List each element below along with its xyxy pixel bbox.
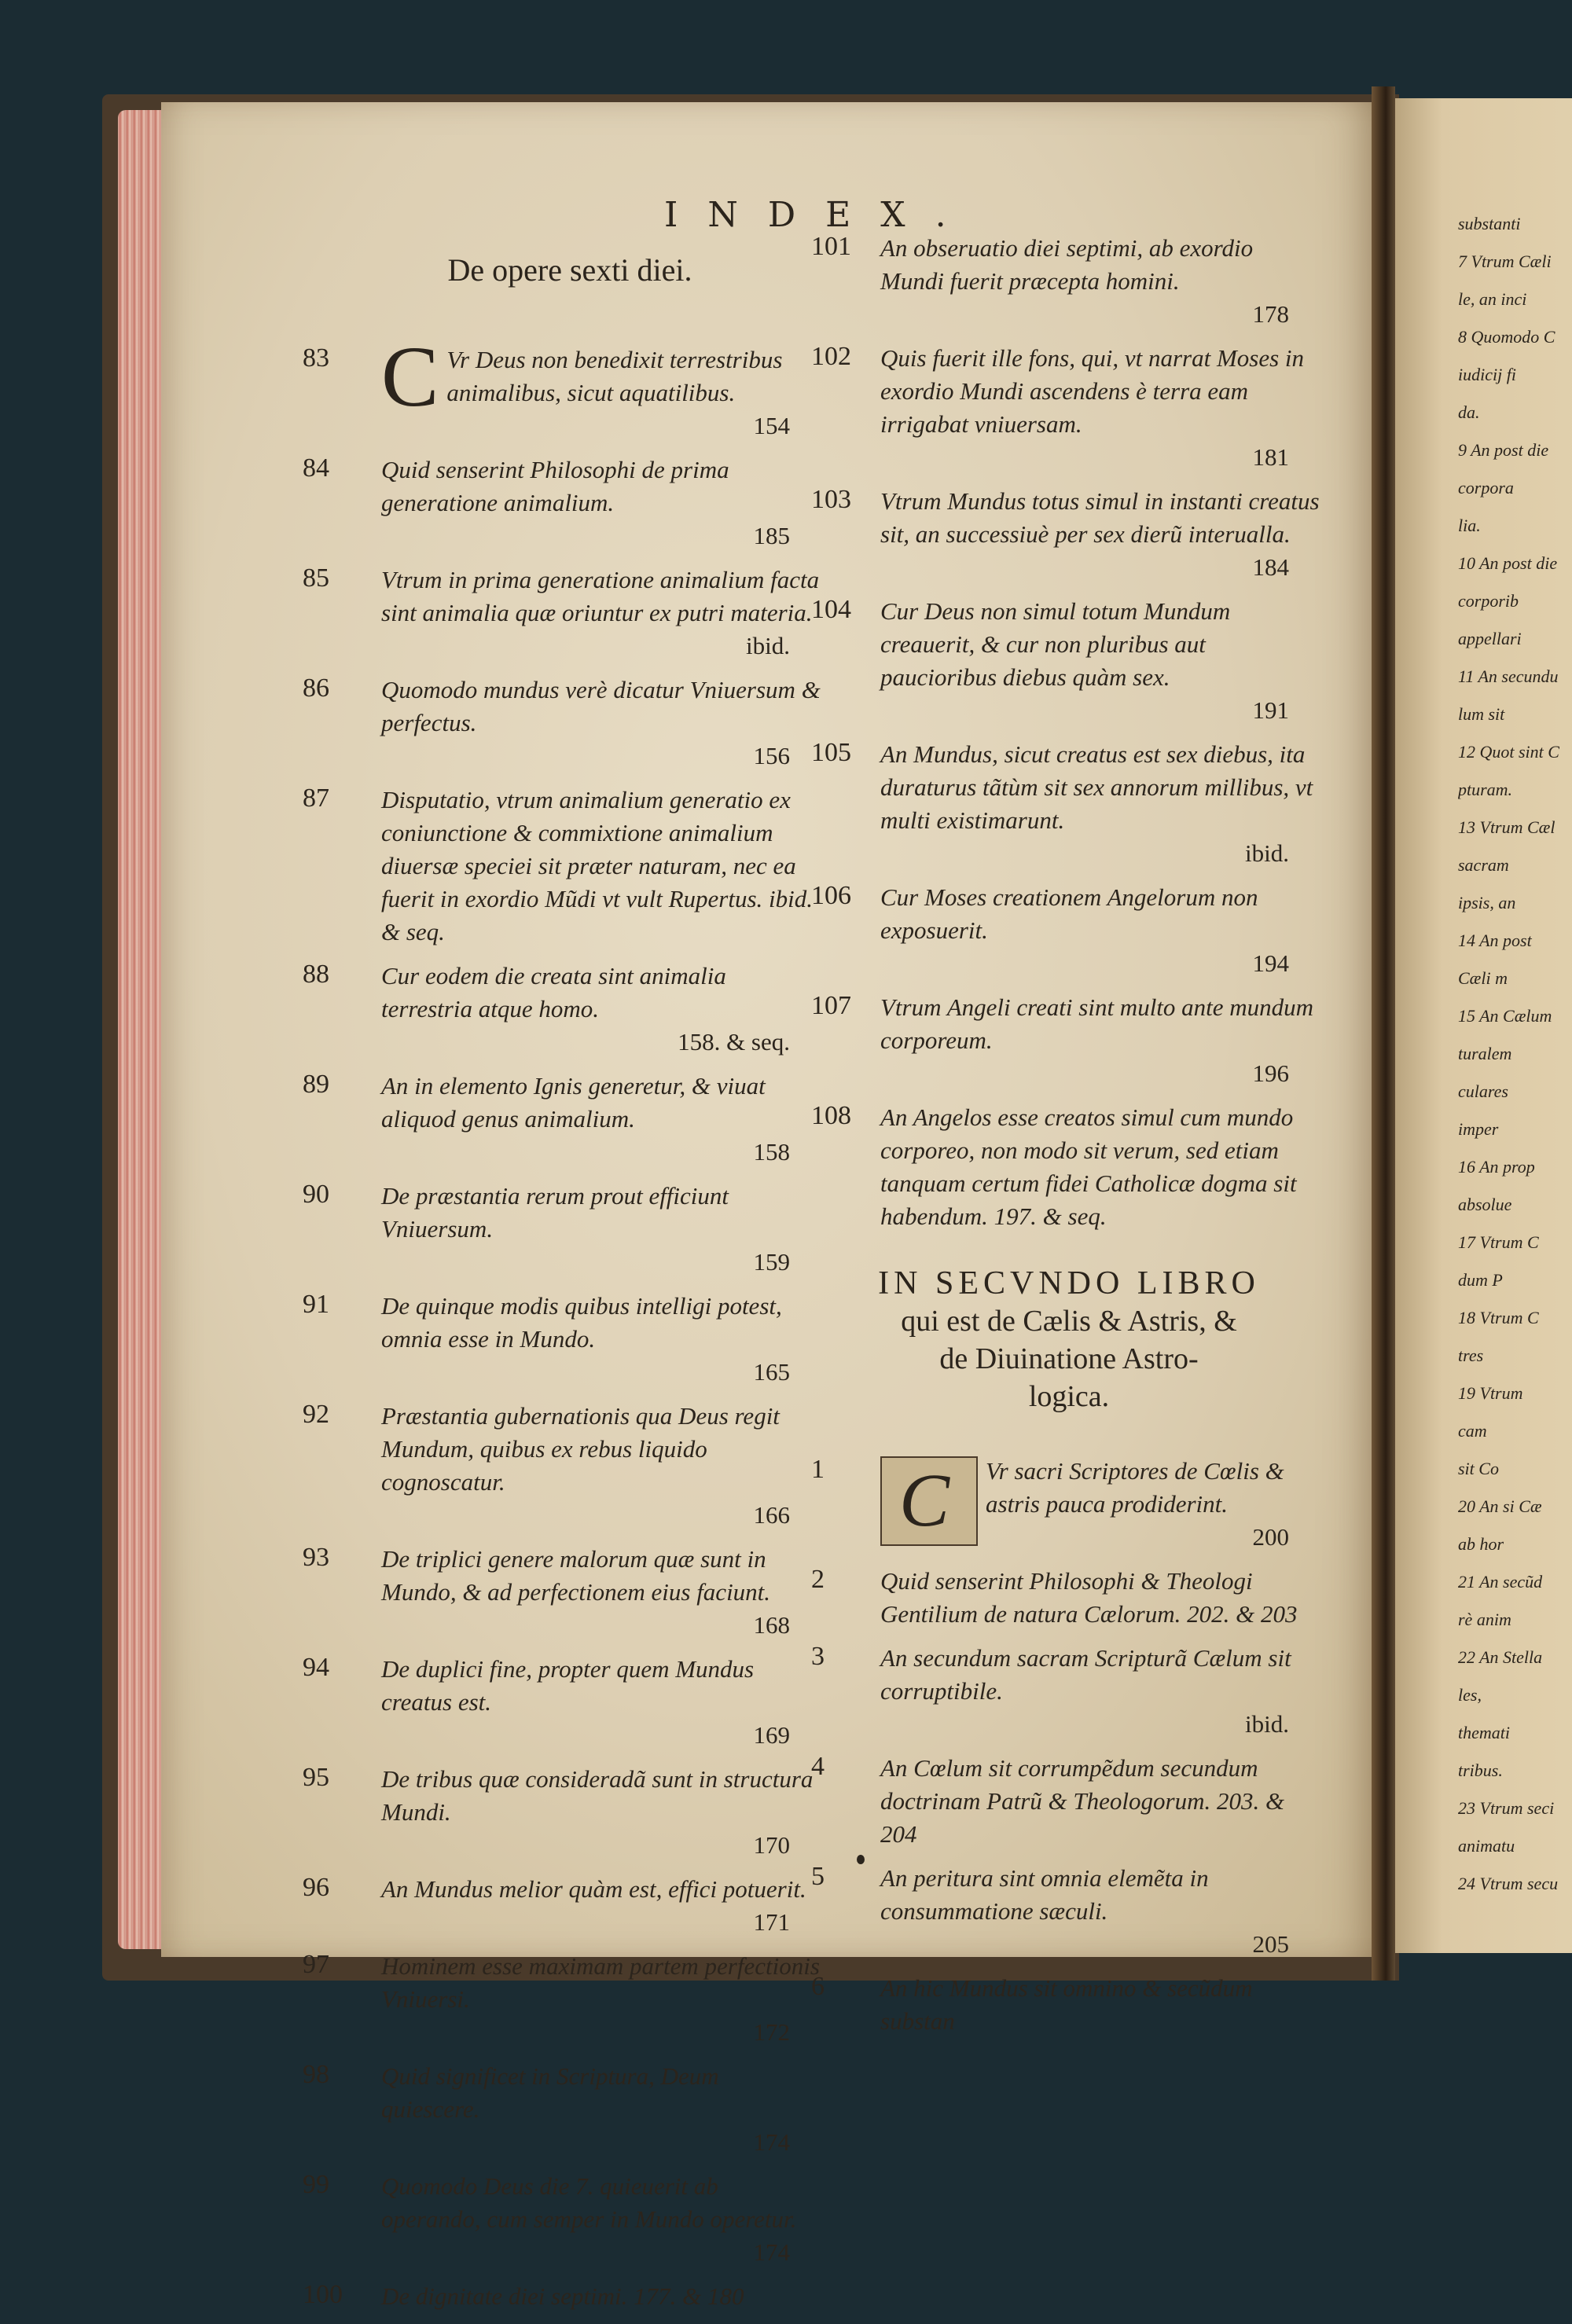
entry-number: 108 xyxy=(811,1101,851,1130)
margin-fragment: 9 An post die xyxy=(1458,440,1549,460)
entry-text: De duplici fine, propter quem Mundus creatus est. xyxy=(381,1655,755,1716)
margin-fragment: imper xyxy=(1458,1119,1499,1139)
entry-number: 88 xyxy=(303,960,329,989)
index-entry xyxy=(303,1873,821,1939)
entry-page: 194 xyxy=(1252,949,1289,977)
margin-fragment: 7 Vtrum Cæli xyxy=(1458,251,1552,271)
entry-number: 83 xyxy=(303,343,329,373)
entry-text-block xyxy=(318,674,821,773)
index-entry xyxy=(811,1642,1320,1741)
margin-fragment: turalem xyxy=(1458,1044,1512,1063)
entry-text: Vr Deus non benedixit terrestribus animalibus, sicut aquatilibus. xyxy=(446,346,783,406)
margin-fragment: 22 An Stella xyxy=(1458,1647,1543,1667)
entry-text: Cur Moses creationem Angelorum non exposuerit. xyxy=(880,883,1258,944)
entry-text-block xyxy=(817,595,1320,727)
index-entry xyxy=(303,1400,821,1532)
margin-fragment: le, an inci xyxy=(1458,289,1527,309)
entry-number: 95 xyxy=(303,1763,329,1792)
entry-number: 91 xyxy=(303,1290,329,1319)
entry-text-block xyxy=(817,1752,1320,1851)
entry-text-block xyxy=(817,1565,1320,1631)
index-entry xyxy=(303,1763,821,1862)
page-header: INDEX. xyxy=(664,195,976,235)
index-entry xyxy=(303,2280,821,2313)
entry-text-block xyxy=(318,1180,821,1279)
margin-fragment: iudicij fi xyxy=(1458,365,1516,384)
margin-fragment: 17 Vtrum C xyxy=(1458,1232,1539,1252)
entry-text: Quis fuerit ille fons, qui, vt narrat Moses in exordio Mundi ascendens è terra eam irrigabat vniuersam. xyxy=(880,344,1305,438)
entry-text: Quomodo mundus verè dicatur Vniuersum & perfectus. xyxy=(381,676,821,736)
entry-text-block xyxy=(318,453,821,553)
drop-cap: C xyxy=(381,329,439,424)
index-entry xyxy=(303,2060,821,2159)
entry-text-block xyxy=(318,1653,821,1752)
index-entry xyxy=(303,1543,821,1642)
margin-fragment: sacram xyxy=(1458,855,1509,875)
right-column xyxy=(811,232,1320,2049)
book-gutter xyxy=(1372,86,1395,1981)
entry-text-block xyxy=(318,1400,821,1532)
entry-page: 185 xyxy=(753,522,790,549)
entry-text: De quinque modis quibus intelligi potest, omnia esse in Mundo. xyxy=(381,1292,782,1353)
entry-text-block xyxy=(817,1862,1320,1961)
entry-number: 100 xyxy=(303,2280,343,2309)
index-entry xyxy=(811,991,1320,1090)
margin-fragment: 21 An secũd xyxy=(1458,1572,1543,1592)
margin-fragment: da. xyxy=(1458,402,1480,422)
entry-text-block xyxy=(817,342,1320,474)
margin-fragment: themati xyxy=(1458,1723,1510,1742)
book-two-heading xyxy=(817,1265,1320,1415)
margin-fragment: 8 Quomodo C xyxy=(1458,327,1555,347)
entry-page: 172 xyxy=(753,2018,790,2046)
entry-page: 169 xyxy=(753,1721,790,1749)
page-dot xyxy=(857,1855,865,1864)
margin-fragment: 11 An secundu xyxy=(1458,666,1559,686)
entry-text-block xyxy=(817,738,1320,870)
index-entry xyxy=(811,738,1320,870)
entry-page: ibid. xyxy=(746,632,790,659)
entry-text-block xyxy=(817,1642,1320,1741)
entry-text: An in elemento Ignis generetur, & viuat aliquod genus animalium. xyxy=(381,1072,766,1133)
index-entry xyxy=(811,1862,1320,1961)
entry-number: 103 xyxy=(811,485,851,514)
margin-fragment: rè anim xyxy=(1458,1610,1511,1629)
book-two-entry-list xyxy=(811,1455,1320,2038)
margin-fragment: 19 Vtrum xyxy=(1458,1383,1523,1403)
entry-text: An obseruatio diei septimi, ab exordio Mundi fuerit præcepta homini. xyxy=(880,234,1254,295)
index-entry xyxy=(811,1101,1320,1233)
entry-page: 205 xyxy=(1252,1930,1289,1958)
entry-number: 101 xyxy=(811,232,851,261)
margin-fragment: lum sit xyxy=(1458,704,1505,724)
entry-text: Cur Deus non simul totum Mundum creauerit, & cur non pluribus aut paucioribus diebus quàm sex. xyxy=(880,597,1231,691)
index-entry xyxy=(303,1290,821,1389)
index-entry xyxy=(811,1565,1320,1631)
entry-page: 174 xyxy=(753,2128,790,2156)
entry-number: 84 xyxy=(303,453,329,483)
book-heading-line-4: logica. xyxy=(1028,1380,1110,1413)
margin-fragment: ab hor xyxy=(1458,1534,1504,1554)
section-heading: De opere sexti diei. xyxy=(447,252,692,288)
entry-page: 158. & seq. xyxy=(678,1028,790,1056)
entry-text-block xyxy=(318,1290,821,1389)
left-entry-list xyxy=(303,329,821,2313)
margin-fragment: 20 An si Cæ xyxy=(1458,1496,1542,1516)
entry-text: Quid significet in Scriptura, Deum quiescere. xyxy=(381,2062,719,2123)
margin-fragment: 10 An post die xyxy=(1458,553,1558,573)
index-entry xyxy=(303,784,821,949)
margin-fragment: 14 An post xyxy=(1458,931,1532,950)
entry-text: De triplici genere malorum quæ sunt in Mundo, & ad perfectionem eius faciunt. xyxy=(381,1545,771,1606)
entry-page: 181 xyxy=(1252,443,1289,471)
entry-text-block xyxy=(318,564,821,663)
entry-text-block xyxy=(817,1972,1320,2038)
entry-text-block xyxy=(817,485,1320,584)
index-entry xyxy=(811,232,1320,331)
entry-text: Præstantia gubernationis qua Deus regit Mundum, quibus ex rebus liquido cognoscatur. xyxy=(381,1402,780,1496)
entry-text: Vr sacri Scriptores de Cœlis & astris pauca prodiderint. xyxy=(986,1457,1284,1518)
entry-number: 87 xyxy=(303,784,329,813)
margin-fragment: tribus. xyxy=(1458,1760,1503,1780)
index-entry xyxy=(303,674,821,773)
book-heading-line-2: qui est de Cælis & Astris, & xyxy=(901,1305,1237,1338)
margin-fragment: corporib xyxy=(1458,591,1519,611)
entry-page: 196 xyxy=(1252,1059,1289,1087)
margin-fragment: ipsis, an xyxy=(1458,893,1516,912)
margin-fragment: 16 An prop xyxy=(1458,1157,1535,1177)
entry-text: An secundum sacram Scripturã Cælum sit corruptibile. xyxy=(880,1644,1291,1705)
entry-text: An hic Mundus sit omnino & secũdum substan xyxy=(880,1974,1253,2035)
entry-number: 99 xyxy=(303,2170,329,2199)
entry-page: 154 xyxy=(753,412,790,439)
index-entry xyxy=(811,342,1320,474)
entry-page: 158 xyxy=(753,1138,790,1166)
entry-page: 171 xyxy=(753,1908,790,1936)
entry-page: 168 xyxy=(753,1611,790,1639)
entry-text-block xyxy=(817,1101,1320,1233)
entry-number: 104 xyxy=(811,595,851,624)
entry-text-block xyxy=(817,881,1320,980)
entry-number: 90 xyxy=(303,1180,329,1209)
entry-text: Vtrum Mundus totus simul in instanti creatus sit, an successiuè per sex dierũ interualla. xyxy=(880,487,1320,548)
entry-page: ibid. xyxy=(1245,839,1289,867)
margin-fragment: Cæli m xyxy=(1458,968,1508,988)
index-entry xyxy=(811,485,1320,584)
entry-text-block xyxy=(318,1873,821,1939)
entry-text-block xyxy=(318,784,821,949)
entry-number: 105 xyxy=(811,738,851,767)
entry-page: 191 xyxy=(1252,696,1289,724)
entry-text-block xyxy=(817,232,1320,331)
entry-number: 94 xyxy=(303,1653,329,1682)
next-page-margin-text xyxy=(1458,212,1572,1910)
entry-page: 200 xyxy=(1252,1523,1289,1551)
entry-text-block xyxy=(318,2170,821,2269)
margin-fragment: 13 Vtrum Cæl xyxy=(1458,817,1555,837)
index-entry xyxy=(811,1972,1320,2038)
entry-text-block xyxy=(318,1070,821,1169)
entry-number: 5 xyxy=(811,1862,825,1891)
index-entry xyxy=(303,1653,821,1752)
index-entry xyxy=(303,1070,821,1169)
margin-fragment: les, xyxy=(1458,1685,1482,1705)
right-entry-list xyxy=(811,232,1320,1233)
margin-fragment: culares xyxy=(1458,1081,1508,1101)
margin-fragment: corpora xyxy=(1458,478,1514,497)
margin-fragment: sit Co xyxy=(1458,1459,1499,1478)
entry-text: Cur eodem die creata sint animalia terrestria atque homo. xyxy=(381,962,726,1022)
entry-text: De dignitate diei septimi. 177. & 180 xyxy=(381,2282,744,2310)
index-entry xyxy=(811,881,1320,980)
margin-fragment: lia. xyxy=(1458,516,1481,535)
entry-text-block xyxy=(318,2280,821,2313)
entry-number: 4 xyxy=(811,1752,825,1781)
book-heading-line-1: IN SECVNDO LIBRO xyxy=(878,1265,1260,1302)
index-entry xyxy=(303,453,821,553)
entry-text-block xyxy=(318,1950,821,2049)
index-entry xyxy=(811,1455,1320,1554)
margin-fragment: tres xyxy=(1458,1346,1484,1365)
index-entry xyxy=(303,1180,821,1279)
index-entry xyxy=(303,1950,821,2049)
entry-number: 96 xyxy=(303,1873,329,1902)
ornate-initial xyxy=(880,1456,978,1546)
margin-fragment: appellari xyxy=(1458,629,1522,648)
index-entry xyxy=(303,2170,821,2269)
margin-fragment: absolue xyxy=(1458,1195,1512,1214)
margin-fragment: 18 Vtrum C xyxy=(1458,1308,1539,1327)
index-entry xyxy=(303,329,821,442)
entry-text: Quid senserint Philosophi de prima generatione animalium. xyxy=(381,456,729,516)
entry-text: Disputatio, vtrum animalium generatio ex coniunctione & commixtione animalium diuersæ speciei sit præter naturam, nec ea fuerit in exordio Mũdi vt vult Rupertus. ibid. & seq. xyxy=(381,786,814,945)
entry-text: An peritura sint omnia elemẽta in consummatione sæculi. xyxy=(880,1864,1209,1925)
entry-text-block xyxy=(318,1763,821,1862)
ornate-initial-letter: C xyxy=(899,1458,950,1542)
entry-number: 6 xyxy=(811,1972,825,2001)
margin-fragment: substanti xyxy=(1458,214,1521,233)
entry-page: 165 xyxy=(753,1358,790,1386)
margin-fragment: dum P xyxy=(1458,1270,1503,1290)
entry-text-block xyxy=(318,1543,821,1642)
entry-text-block xyxy=(318,960,821,1059)
margin-fragment: 15 An Cælum xyxy=(1458,1006,1552,1026)
entry-text: An Cœlum sit corrumpẽdum secundum doctrinam Patrũ & Theologorum. 203. & 204 xyxy=(880,1754,1285,1848)
entry-page: 184 xyxy=(1252,553,1289,581)
margin-fragment: pturam. xyxy=(1458,780,1513,799)
entry-page: 156 xyxy=(753,742,790,769)
entry-number: 98 xyxy=(303,2060,329,2089)
entry-text-block xyxy=(817,1455,1320,1554)
margin-fragment: 24 Vtrum secu xyxy=(1458,1874,1559,1893)
entry-text: An Mundus, sicut creatus est sex diebus, ita duraturus tãtùm sit sex annorum millibus, vt multi existimarunt. xyxy=(880,740,1313,834)
entry-text: De præstantia rerum prout efficiunt Vniuersum. xyxy=(381,1182,729,1243)
entry-text-block xyxy=(318,329,821,442)
book-heading-line-3: de Diuinatione Astro- xyxy=(939,1342,1199,1375)
entry-number: 106 xyxy=(811,881,851,910)
entry-text: Hominem esse maximam partem perfectionis Vniuersi. xyxy=(381,1952,820,2013)
entry-page: ibid. xyxy=(1245,1710,1289,1738)
index-entry xyxy=(811,595,1320,727)
entry-number: 93 xyxy=(303,1543,329,1572)
index-entry xyxy=(303,960,821,1059)
entry-page: 170 xyxy=(753,1831,790,1859)
entry-page: 166 xyxy=(753,1501,790,1529)
entry-page: 159 xyxy=(753,1248,790,1276)
entry-number: 92 xyxy=(303,1400,329,1429)
entry-number: 86 xyxy=(303,674,329,703)
entry-number: 85 xyxy=(303,564,329,593)
margin-fragment: 23 Vtrum seci xyxy=(1458,1798,1555,1818)
entry-number: 107 xyxy=(811,991,851,1020)
entry-page: 178 xyxy=(1252,300,1289,328)
entry-number: 89 xyxy=(303,1070,329,1099)
entry-text: Quid senserint Philosophi & Theologi Gentilium de natura Cælorum. 202. & 203 xyxy=(880,1567,1298,1628)
entry-number: 97 xyxy=(303,1950,329,1979)
index-entry xyxy=(811,1752,1320,1851)
margin-fragment: cam xyxy=(1458,1421,1487,1441)
entry-text: De tribus quæ consideradã sunt in structura Mundi. xyxy=(381,1765,814,1826)
entry-text: An Mundus melior quàm est, effici potuerit. xyxy=(381,1875,806,1903)
margin-fragment: 12 Quot sint C xyxy=(1458,742,1559,762)
entry-number: 2 xyxy=(811,1565,825,1594)
entry-text: Vtrum in prima generatione animalium facta sint animalia quæ oriuntur ex putri materia. xyxy=(381,566,820,626)
entry-text: Vtrum Angeli creati sint multo ante mundum corporeum. xyxy=(880,993,1314,1054)
entry-page: 174 xyxy=(753,2238,790,2266)
margin-fragment: animatu xyxy=(1458,1836,1515,1856)
entry-text: Quomodo Deus die 7. quieuerit ab operando, cum semper in Mundo operetur. xyxy=(381,2172,797,2233)
entry-text: An Angelos esse creatos simul cum mundo corporeo, non modo sit verum, sed etiam tanquam certum fidei Catholicæ dogma sit habendum. 197. & seq. xyxy=(880,1103,1297,1230)
entry-number: 1 xyxy=(811,1455,825,1484)
entry-number: 3 xyxy=(811,1642,825,1671)
left-column xyxy=(303,251,821,2324)
entry-number: 102 xyxy=(811,342,851,371)
index-entry xyxy=(303,564,821,663)
entry-text-block xyxy=(817,991,1320,1090)
entry-text-block xyxy=(318,2060,821,2159)
